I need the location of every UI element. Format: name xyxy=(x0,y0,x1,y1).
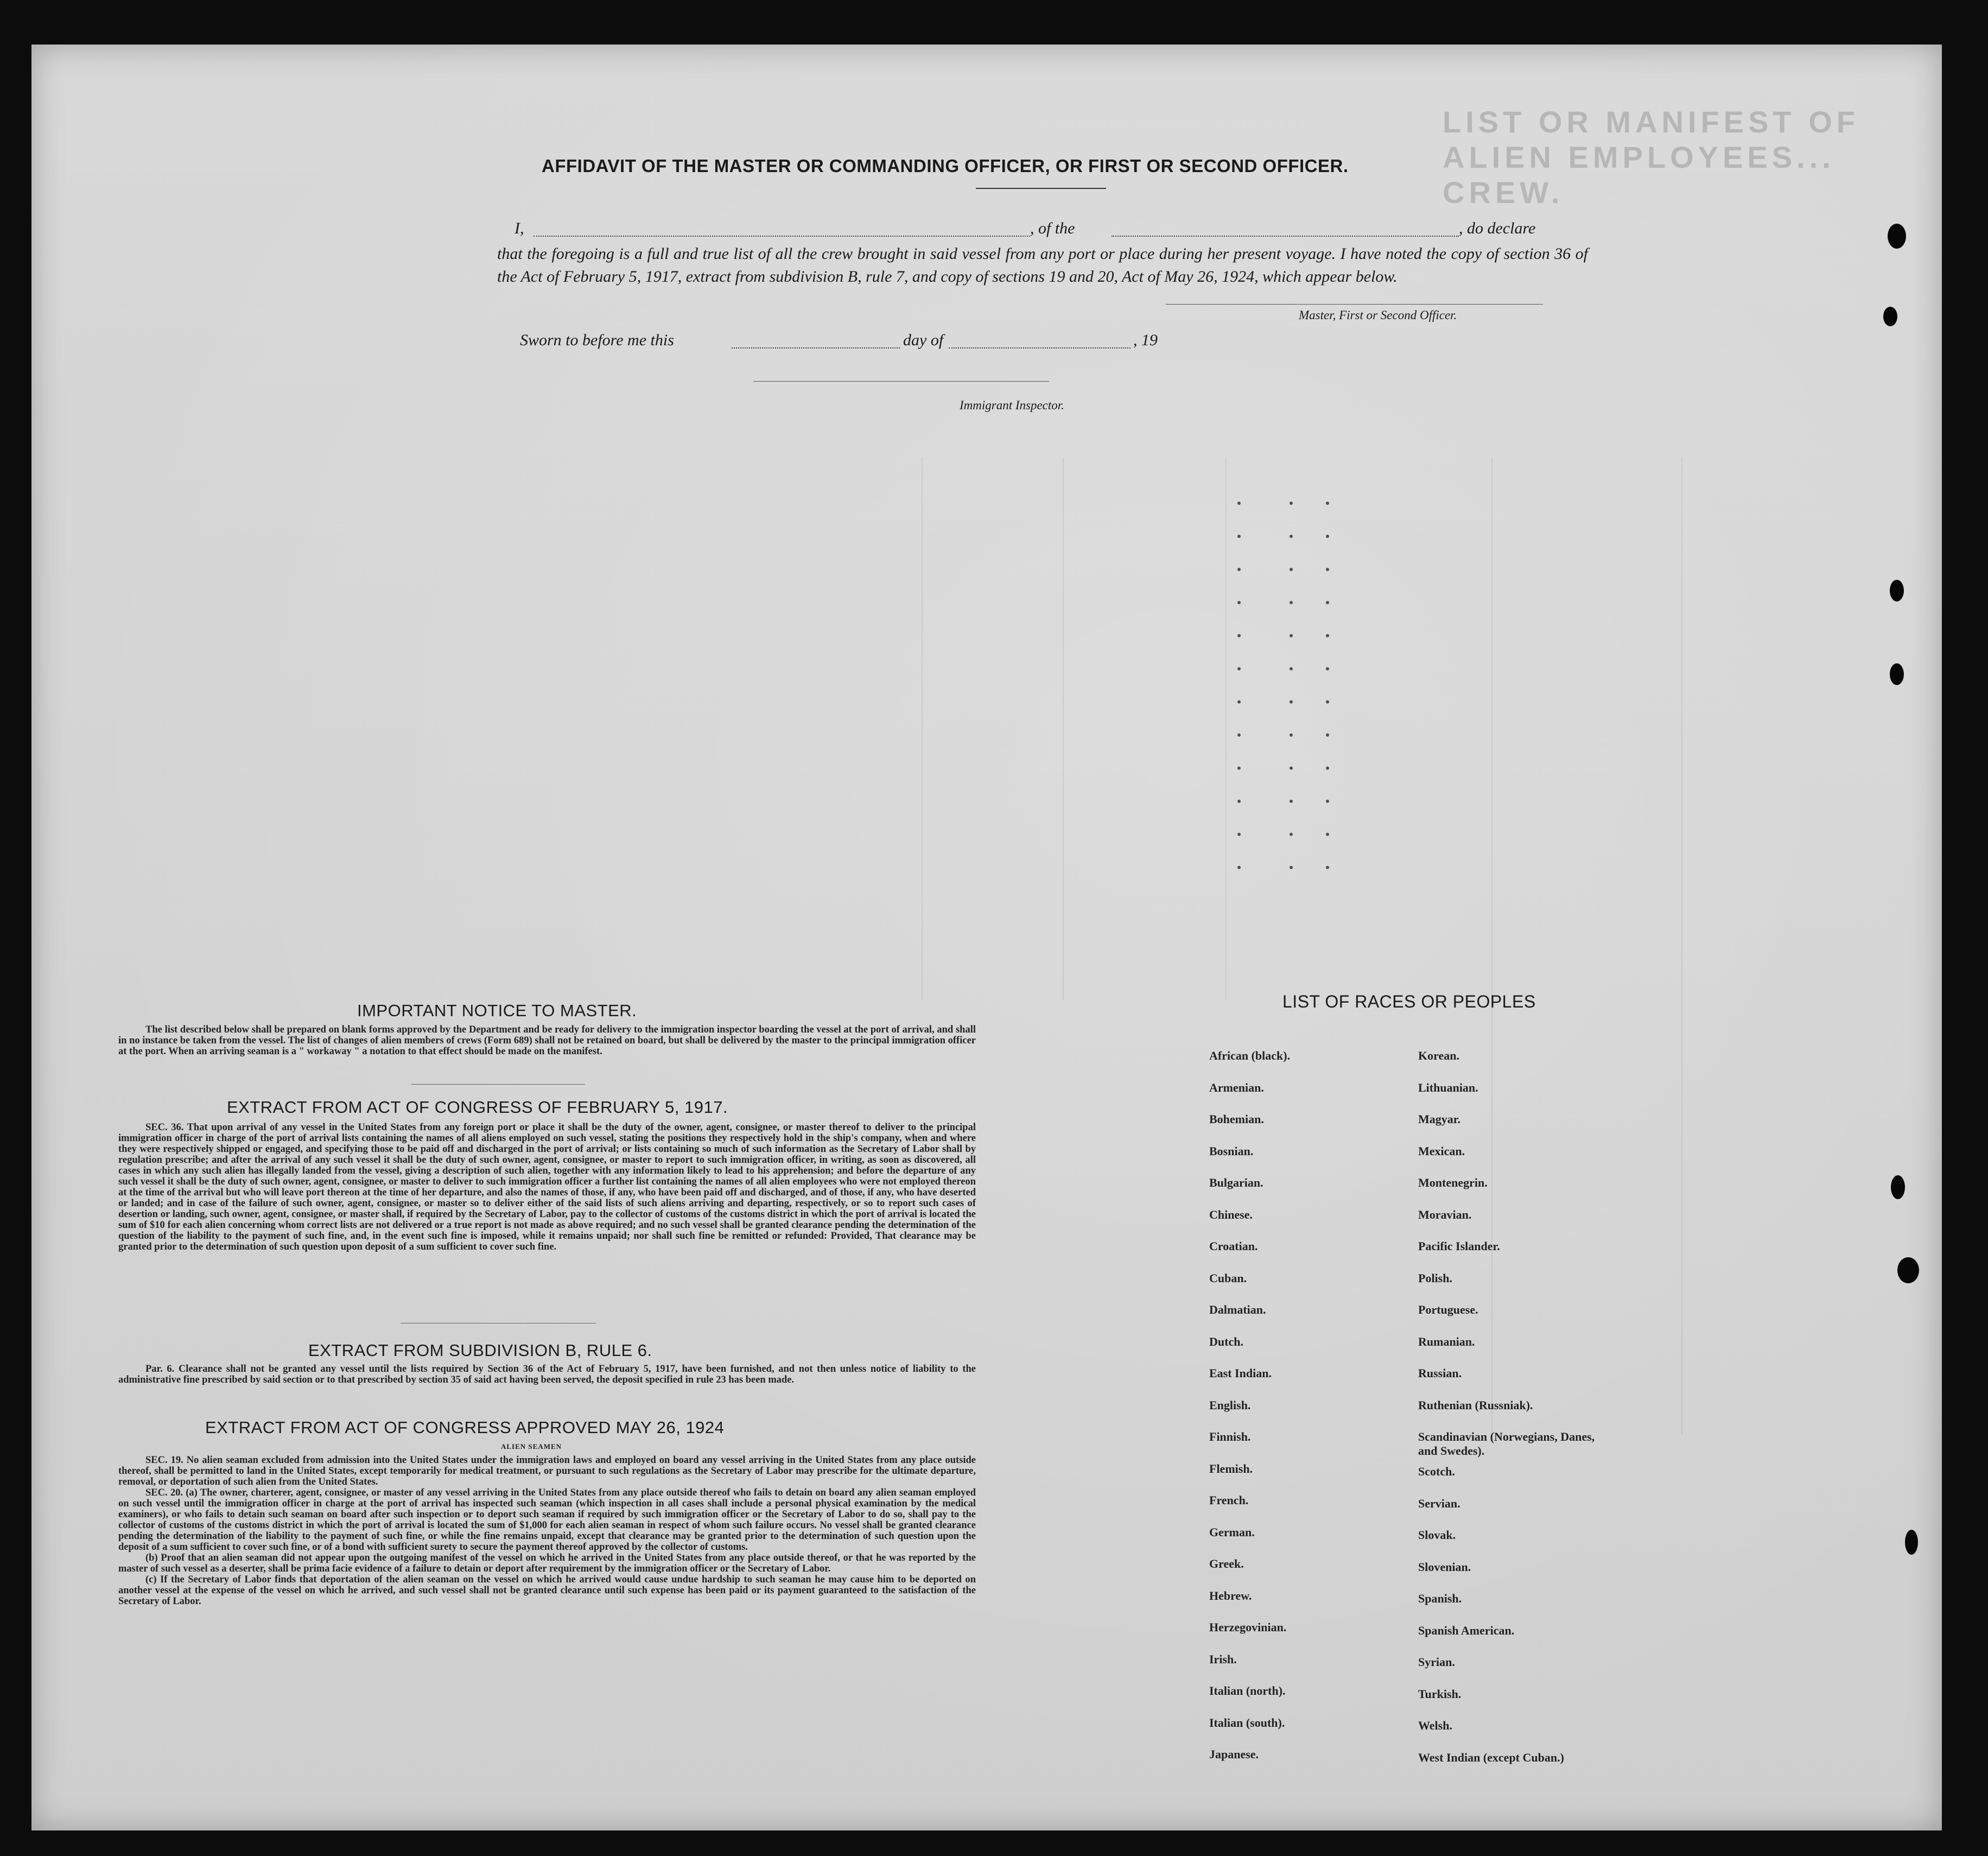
punch-hole xyxy=(1890,663,1904,685)
ink-dot xyxy=(1290,733,1293,737)
race-item: Rumanian. xyxy=(1418,1334,1475,1348)
ink-dot xyxy=(1237,866,1241,869)
race-item: Scandinavian (Norwegians, Danes, and Swedes). xyxy=(1418,1430,1595,1458)
race-item: Turkish. xyxy=(1418,1687,1462,1701)
divider xyxy=(411,1084,585,1085)
race-item: East Indian. xyxy=(1209,1366,1272,1380)
ink-dot xyxy=(1290,800,1293,803)
sec-20c-paragraph: (c) If the Secretary of Labor finds that deportation of the alien seaman on the vessel on which he arrived would cause undue hardship to such seaman he may cause him to be deported on another vessel at the expense of the vessel on which he arrived, and such vessel shall not be granted clearance until such expense has been paid or its payment guaranteed to the satisfaction of the Secretary of Labor. xyxy=(118,1574,976,1607)
race-item: Chinese. xyxy=(1209,1207,1253,1221)
master-signature-line[interactable] xyxy=(1166,304,1543,305)
ink-dot xyxy=(1290,568,1293,571)
race-item: Italian (north). xyxy=(1209,1684,1286,1697)
ink-dot xyxy=(1237,502,1241,505)
race-item: Lithuanian. xyxy=(1418,1080,1478,1094)
ink-dot xyxy=(1290,833,1293,836)
show-through-rule xyxy=(1225,457,1227,1000)
ink-dot xyxy=(1237,833,1241,836)
race-item: Ruthenian (Russniak). xyxy=(1418,1398,1533,1412)
race-item: Slovak. xyxy=(1418,1528,1456,1542)
sworn-prefix-label: Sworn to before me this xyxy=(520,331,674,349)
punch-hole xyxy=(1890,580,1904,601)
race-item: Greek. xyxy=(1209,1557,1244,1570)
act-1924-title: EXTRACT FROM ACT OF CONGRESS APPROVED MAY 26, 1924 xyxy=(205,1418,725,1437)
ink-dot xyxy=(1290,667,1293,670)
race-item: Korean. xyxy=(1418,1049,1459,1062)
ink-dot xyxy=(1326,767,1329,770)
ink-dot xyxy=(1326,568,1329,571)
race-item: Polish. xyxy=(1418,1271,1452,1285)
race-item: Scotch. xyxy=(1418,1465,1455,1478)
act-1917-title: EXTRACT FROM ACT OF CONGRESS OF FEBRUARY 5, 1917. xyxy=(227,1098,728,1117)
ink-dot xyxy=(1326,601,1329,604)
ink-dot xyxy=(1326,833,1329,836)
ink-dot xyxy=(1237,700,1241,704)
ink-dot xyxy=(1326,800,1329,803)
race-item: Russian. xyxy=(1418,1366,1462,1380)
show-through-heading: LIST OR MANIFEST OF ALIEN EMPLOYEES... CREW. xyxy=(1443,105,1859,210)
race-item: Bohemian. xyxy=(1209,1112,1264,1126)
race-item: Spanish. xyxy=(1418,1592,1462,1605)
sworn-year-label: , 19 xyxy=(1133,331,1158,349)
race-item: English. xyxy=(1209,1398,1251,1412)
ink-dot xyxy=(1326,866,1329,869)
sec-19-paragraph: SEC. 19. No alien seaman excluded from admission into the United States under the immigration laws and employed on board any vessel arriving in the United States from any place outside thereof, shall be permitted to land in the United States, except temporarily for medical treatment, or pursuant to such regulations as the Secretary of Labor may prescribe for the ultimate departure, removal, or deportation of such alien from the United States. xyxy=(118,1455,976,1487)
rule-6-text xyxy=(118,1364,976,1385)
ink-dot xyxy=(1290,634,1293,637)
affidavit-body: that the foregoing is a full and true list of all the crew brought in said vessel from any port or place during her present voyage. I have noted the copy of section 36 of the Act of February 5, 1917, extract from subdivision B, rule 7, and copy of sections 19 and 20, Act of May 26, 1924, which appear below. xyxy=(497,245,1588,286)
race-item: Portuguese. xyxy=(1418,1303,1478,1316)
ink-dot xyxy=(1237,733,1241,737)
sworn-day-of-label: day of xyxy=(903,331,944,349)
affiant-name-field[interactable] xyxy=(533,236,1030,237)
race-item: West Indian (except Cuban.) xyxy=(1418,1750,1564,1764)
act-1917-text xyxy=(118,1122,976,1252)
race-item: Herzegovinian. xyxy=(1209,1620,1287,1634)
rule-6-paragraph: Par. 6. Clearance shall not be granted any vessel until the lists required by Section 36 of the Act of February 5, 1917, have been furnished, and not then unless notice of liability to the administrative fine prescribed by said section or to that prescribed by section 35 of said act having been served, the deposit specified in rule 23 has been made. xyxy=(118,1364,976,1385)
race-item: Armenian. xyxy=(1209,1080,1264,1094)
race-item: Croatian. xyxy=(1209,1239,1258,1253)
title-underline xyxy=(976,188,1106,189)
ink-dot xyxy=(1237,667,1241,670)
ink-dot xyxy=(1326,634,1329,637)
race-item: Dutch. xyxy=(1209,1334,1243,1348)
race-item: Spanish American. xyxy=(1418,1623,1515,1637)
race-item: Welsh. xyxy=(1418,1719,1452,1732)
ink-dot xyxy=(1290,535,1293,538)
act-1917-paragraph: SEC. 36. That upon arrival of any vessel in the United States from any foreign port or place it shall be the duty of the owner, agent, consignee, or master thereof to deliver to the principal immigration officer in charge of the port of arrival lists containing the names of all aliens employed on such vessel, stating the positions they respectively hold in the ship's company, when and where they were respectively shipped or engaged, and specifying those to be paid off and discharged in the port of arrival; or lists containing so much of such information as the Secretary of Labor shall by regulation prescribe; and after the arrival of any such vessel it shall be the duty of such owner, agent, consignee, or master to report to such immigration officer, in writing, as soon as discovered, all cases in which any such alien has illegally landed from the vessel, giving a description of such alien, together with any information likely to lead to his apprehension; and before the departure of any such vessel it shall be the duty of such owner, agent, consignee, or master to deliver to such immigration officer a further list containing the names of all alien employees who were not employed thereon at the time of the arrival but who will leave port thereon at the time of her departure, and also the names of those, if any, who have been paid off and discharged, and of those, if any, who have deserted or landed; and in case of the failure of such owner, agent, consignee, or master so to deliver either of the said lists of such aliens arriving and departing, respectively, or so to report such cases of desertion or landing, such owner, agent, consignee, or master shall, if required by the Secretary of Labor, pay to the collector of customs of the customs district in which the port of arrival is located the sum of $10 for each alien concerning whom correct lists are not delivered or a true report is not made as above required; and no such vessel shall be granted clearance pending the determination of the question of the liability to the payment of such fine, and, in the event such fine is imposed, while it remains unpaid; nor shall such fine be remitted or refunded: Provided, That clearance may be granted prior to the determination of such question upon deposit of a sum sufficient to cover such fine. xyxy=(118,1122,976,1252)
ink-dot xyxy=(1290,866,1293,869)
ink-dot xyxy=(1237,767,1241,770)
sworn-day-field[interactable] xyxy=(732,347,900,349)
race-item: Slovenian. xyxy=(1418,1560,1471,1574)
ink-dot xyxy=(1290,700,1293,704)
race-item: Cuban. xyxy=(1209,1271,1247,1285)
ink-dot xyxy=(1326,700,1329,704)
race-item: Montenegrin. xyxy=(1418,1176,1488,1189)
race-item: Dalmatian. xyxy=(1209,1303,1266,1316)
races-title: LIST OF RACES OR PEOPLES xyxy=(1282,992,1536,1011)
race-item: Flemish. xyxy=(1209,1461,1253,1475)
race-item: French. xyxy=(1209,1493,1249,1507)
notice-title: IMPORTANT NOTICE TO MASTER. xyxy=(357,1001,637,1020)
punch-hole xyxy=(1888,224,1906,249)
race-item: African (black). xyxy=(1209,1049,1291,1062)
master-signature-label: Master, First or Second Officer. xyxy=(1299,308,1457,322)
race-item: Pacific Islander. xyxy=(1418,1239,1500,1253)
race-item: Bosnian. xyxy=(1209,1144,1254,1158)
vessel-name-field[interactable] xyxy=(1111,236,1459,237)
race-item: Moravian. xyxy=(1418,1207,1472,1221)
sec-20a-paragraph: SEC. 20. (a) The owner, charterer, agent, consignee, or master of any vessel arriving in the United States from any place outside thereof who fails to detain on board any alien seaman employed on such vessel until the immigration officer in charge at the port of arrival has inspected such seaman (which inspection in all cases shall include a personal physical examination by the medical examiners), or who fails to detain such seaman on board after such inspection or to deport such seaman if required by such immigration officer or the Secretary of Labor to do so, shall pay to the collector of customs of the customs district in which the port of arrival is located the sum of $1,000 for each alien seaman in respect of whom such failure occurs. No vessel shall be granted clearance pending the determination of the liability to the payment of such fine, or while the fine remains unpaid, except that clearance may be granted prior to the determination of such question upon the deposit of a sum sufficient to cover such fine, or of a bond with sufficient surety to secure the payment thereof approved by the collector of customs. xyxy=(118,1487,976,1553)
punch-hole xyxy=(1897,1257,1919,1283)
race-item: Magyar. xyxy=(1418,1112,1461,1126)
act-1924-text xyxy=(118,1455,976,1607)
punch-hole xyxy=(1883,307,1897,326)
race-item: Italian (south). xyxy=(1209,1715,1285,1730)
inspector-label: Immigrant Inspector. xyxy=(960,398,1064,412)
sworn-month-field[interactable] xyxy=(949,347,1130,349)
race-item: Japanese. xyxy=(1209,1747,1259,1761)
affidavit-do-declare-label: , do declare xyxy=(1459,219,1536,237)
ink-dot xyxy=(1326,733,1329,737)
ink-dot xyxy=(1237,601,1241,604)
rule-6-title: EXTRACT FROM SUBDIVISION B, RULE 6. xyxy=(308,1341,652,1360)
sec-20b-paragraph: (b) Proof that an alien seaman did not appear upon the outgoing manifest of the vessel on which he arrived in the United States from any place outside thereof, or that he was reported by the master of such vessel as a deserter, shall be prima facie evidence of a failure to detain or deport after requirement by the immigration officer or the Secretary of Labor. xyxy=(118,1553,976,1574)
race-item: Finnish. xyxy=(1209,1430,1251,1443)
race-item: Syrian. xyxy=(1418,1655,1455,1669)
punch-hole xyxy=(1891,1175,1905,1199)
ink-dot xyxy=(1290,601,1293,604)
notice-paragraph: The list described below shall be prepared on blank forms approved by the Department and be ready for delivery to the immigration inspector boarding the vessel at the port of arrival, and shall in no instance be taken from the vessel. The list of changes of alien members of crews (Form 689) shall not be retained on board, but shall be delivered by the master to the principal immigration officer at the port. When an arriving seaman is a " workaway " a notation to that effect should be made on the manifest. xyxy=(118,1024,976,1057)
punch-hole xyxy=(1905,1530,1918,1555)
show-through-rule xyxy=(1063,457,1064,1000)
ink-dot xyxy=(1290,502,1293,505)
act-1924-subtitle: ALIEN SEAMEN xyxy=(501,1442,562,1450)
ink-dot xyxy=(1237,535,1241,538)
race-item: Bulgarian. xyxy=(1209,1176,1263,1189)
race-item: Irish. xyxy=(1209,1652,1237,1666)
ink-dot xyxy=(1237,568,1241,571)
ink-dot xyxy=(1326,502,1329,505)
race-item: Hebrew. xyxy=(1209,1588,1252,1602)
race-item: German. xyxy=(1209,1525,1255,1539)
ink-dot xyxy=(1326,667,1329,670)
affidavit-of-the-label: , of the xyxy=(1030,219,1075,237)
notice-text xyxy=(118,1024,976,1057)
ink-dot xyxy=(1237,800,1241,803)
ink-dot xyxy=(1326,535,1329,538)
affidavit-title: AFFIDAVIT OF THE MASTER OR COMMANDING OFFICER, OR FIRST OR SECOND OFFICER. xyxy=(542,156,1349,176)
ink-dot xyxy=(1237,634,1241,637)
show-through-rule xyxy=(1491,457,1492,1434)
inspector-signature-line[interactable] xyxy=(753,381,1049,382)
ink-dot xyxy=(1290,767,1293,770)
form-sheet xyxy=(31,45,1942,1830)
show-through-rule xyxy=(922,457,923,1000)
show-through-rule xyxy=(1681,457,1682,1434)
race-item: Mexican. xyxy=(1418,1144,1465,1158)
race-item: Servian. xyxy=(1418,1496,1460,1510)
affidavit-i-label: I, xyxy=(515,219,524,237)
